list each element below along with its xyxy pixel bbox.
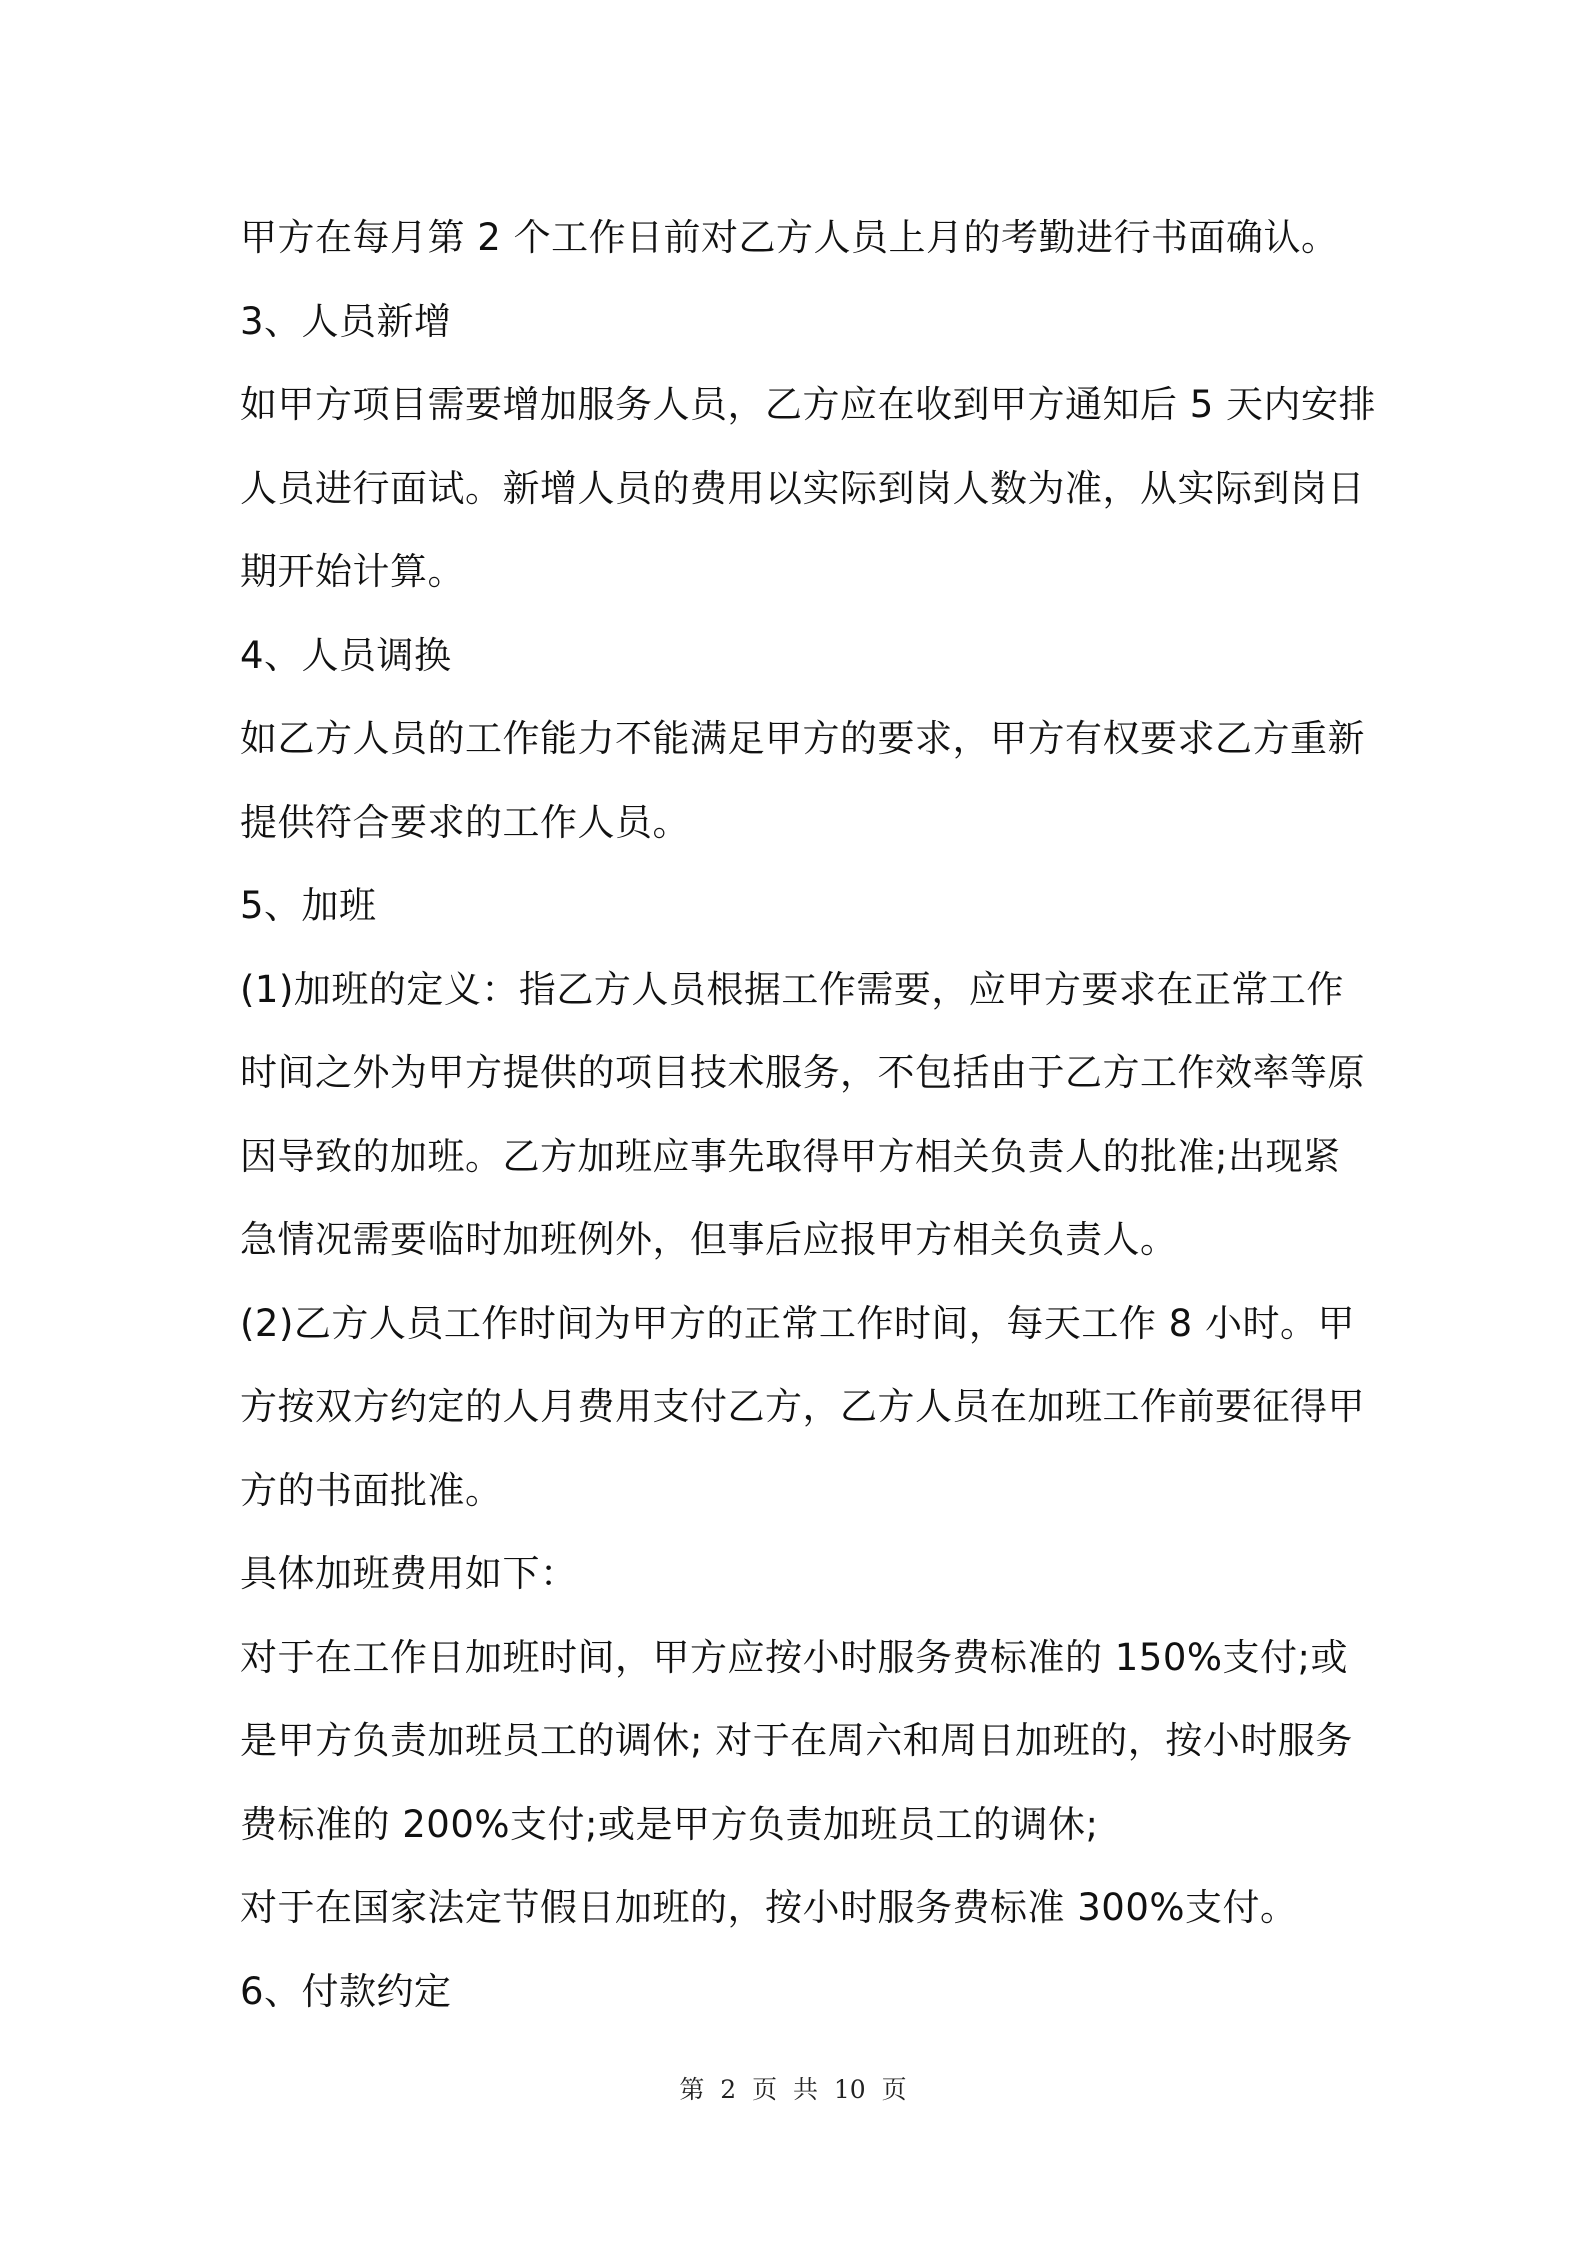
text-line: 方按双方约定的人月费用支付乙方，乙方人员在加班工作前要征得甲 xyxy=(240,1385,1365,1428)
section-heading: 5、加班 xyxy=(240,884,377,927)
text-line: (2)乙方人员工作时间为甲方的正常工作时间，每天工作 8 小时。甲 xyxy=(240,1301,1355,1345)
text-line: 甲方在每月第 2 个工作日前对乙方人员上月的考勤进行书面确认。 xyxy=(240,216,1339,259)
text-line: 方的书面批准。 xyxy=(240,1468,503,1512)
section-heading: 3、人员新增 xyxy=(240,299,452,343)
text-line: 费标准的 200%支付;或是甲方负责加班员工的调休; xyxy=(240,1802,1099,1846)
page-number-footer: 第 2 页 共 10 页 xyxy=(679,2075,907,2104)
text-line: (1)加班的定义：指乙方人员根据工作需要，应甲方要求在正常工作 xyxy=(240,967,1344,1011)
section-heading: 6、付款约定 xyxy=(240,1969,452,2013)
text-line: 具体加班费用如下： xyxy=(240,1552,578,1595)
text-line: 因导致的加班。乙方加班应事先取得甲方相关负责人的批准;出现紧 xyxy=(240,1134,1341,1178)
text-line: 急情况需要临时加班例外，但事后应报甲方相关负责人。 xyxy=(240,1218,1178,1261)
section-heading: 4、人员调换 xyxy=(240,633,452,677)
text-line: 对于在工作日加班时间，甲方应按小时服务费标准的 150%支付;或 xyxy=(240,1635,1349,1679)
text-line: 期开始计算。 xyxy=(240,550,465,593)
text-line: 如乙方人员的工作能力不能满足甲方的要求，甲方有权要求乙方重新 xyxy=(240,717,1365,760)
text-line: 人员进行面试。新增人员的费用以实际到岗人数为准，从实际到岗日 xyxy=(240,466,1365,510)
document-body xyxy=(240,196,1377,2033)
text-line: 如甲方项目需要增加服务人员，乙方应在收到甲方通知后 5 天内安排 xyxy=(240,383,1377,426)
text-line: 提供符合要求的工作人员。 xyxy=(240,800,690,844)
text-line: 是甲方负责加班员工的调休; 对于在周六和周日加班的，按小时服务 xyxy=(240,1719,1353,1762)
text-line: 对于在国家法定节假日加班的，按小时服务费标准 300%支付。 xyxy=(240,1886,1298,1929)
text-line: 时间之外为甲方提供的项目技术服务，不包括由于乙方工作效率等原 xyxy=(240,1051,1365,1094)
